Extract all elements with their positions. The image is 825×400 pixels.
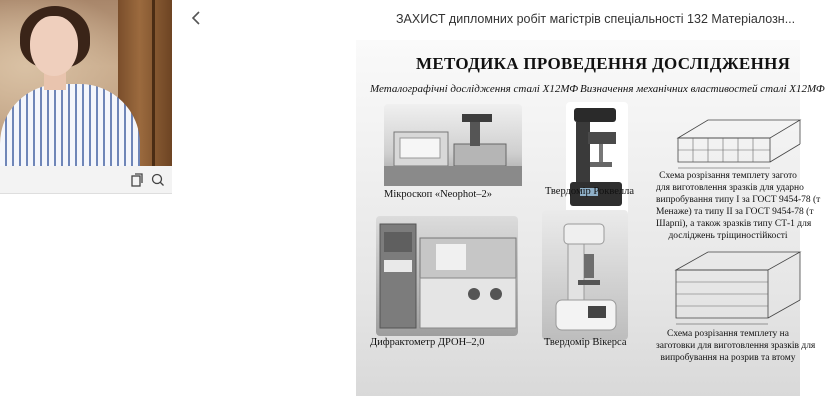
copy-icon[interactable]: [130, 173, 144, 187]
scheme2-text: [656, 328, 816, 364]
caption-rockwell: Твердомір Роквелла: [545, 186, 635, 197]
video-toolbar: [0, 166, 172, 194]
template-cutting-drawing-2: [668, 246, 800, 335]
subtitle-mechanical: Визначення механічних властивостей сталі Х12МФ: [580, 83, 825, 95]
scheme1-text: [656, 170, 821, 242]
scheme2-line: Схема розрізання темплету на: [666, 329, 789, 339]
video-door-edge: [152, 0, 155, 166]
microscope-photo: [384, 104, 522, 186]
chat-icon[interactable]: [151, 173, 165, 187]
participant-video[interactable]: [0, 0, 172, 166]
caption-diffractometer: Дифрактометр ДРОН–2,0: [370, 337, 485, 348]
caption-microscope: Мікроскоп «Neophot–2»: [384, 189, 492, 200]
scheme2-line: випробування на розрив та втому: [660, 353, 796, 363]
scheme1-line: Менаже) та типу ІІ за ГОСТ 9454-78 (т: [656, 207, 814, 217]
presentation-title: ЗАХИСТ дипломних робіт магістрів спеціальності 132 Матеріалозн...: [396, 12, 796, 26]
vickers-tester-photo: [542, 210, 628, 340]
chevron-left-icon[interactable]: [190, 10, 206, 28]
template-cutting-drawing-1: [668, 100, 800, 177]
caption-vickers: Твердомір Вікерса: [544, 337, 627, 348]
slide-title: МЕТОДИКА ПРОВЕДЕННЯ ДОСЛІДЖЕННЯ: [416, 54, 791, 73]
scheme1-line: досліджень тріщиностійкості: [668, 231, 788, 241]
scheme1-line: випробування типу І за ГОСТ 9454-78 (т: [656, 195, 821, 205]
scheme1-line: Шарпі), а також зразків типу СТ-1 для: [656, 219, 812, 229]
video-person-face: [30, 16, 78, 76]
presentation-slide: [356, 40, 825, 396]
scheme1-line: для виготовлення зразків для ударно: [656, 183, 804, 193]
scheme1-line: Схема розрізання темплету загото: [659, 171, 797, 181]
subtitle-metallography: Металографічні дослідження сталі Х12МФ: [370, 83, 579, 95]
rockwell-tester-photo: [566, 102, 628, 218]
diffractometer-photo: [376, 216, 518, 336]
scheme2-line: заготовки для виготовлення зразків для: [656, 341, 816, 351]
